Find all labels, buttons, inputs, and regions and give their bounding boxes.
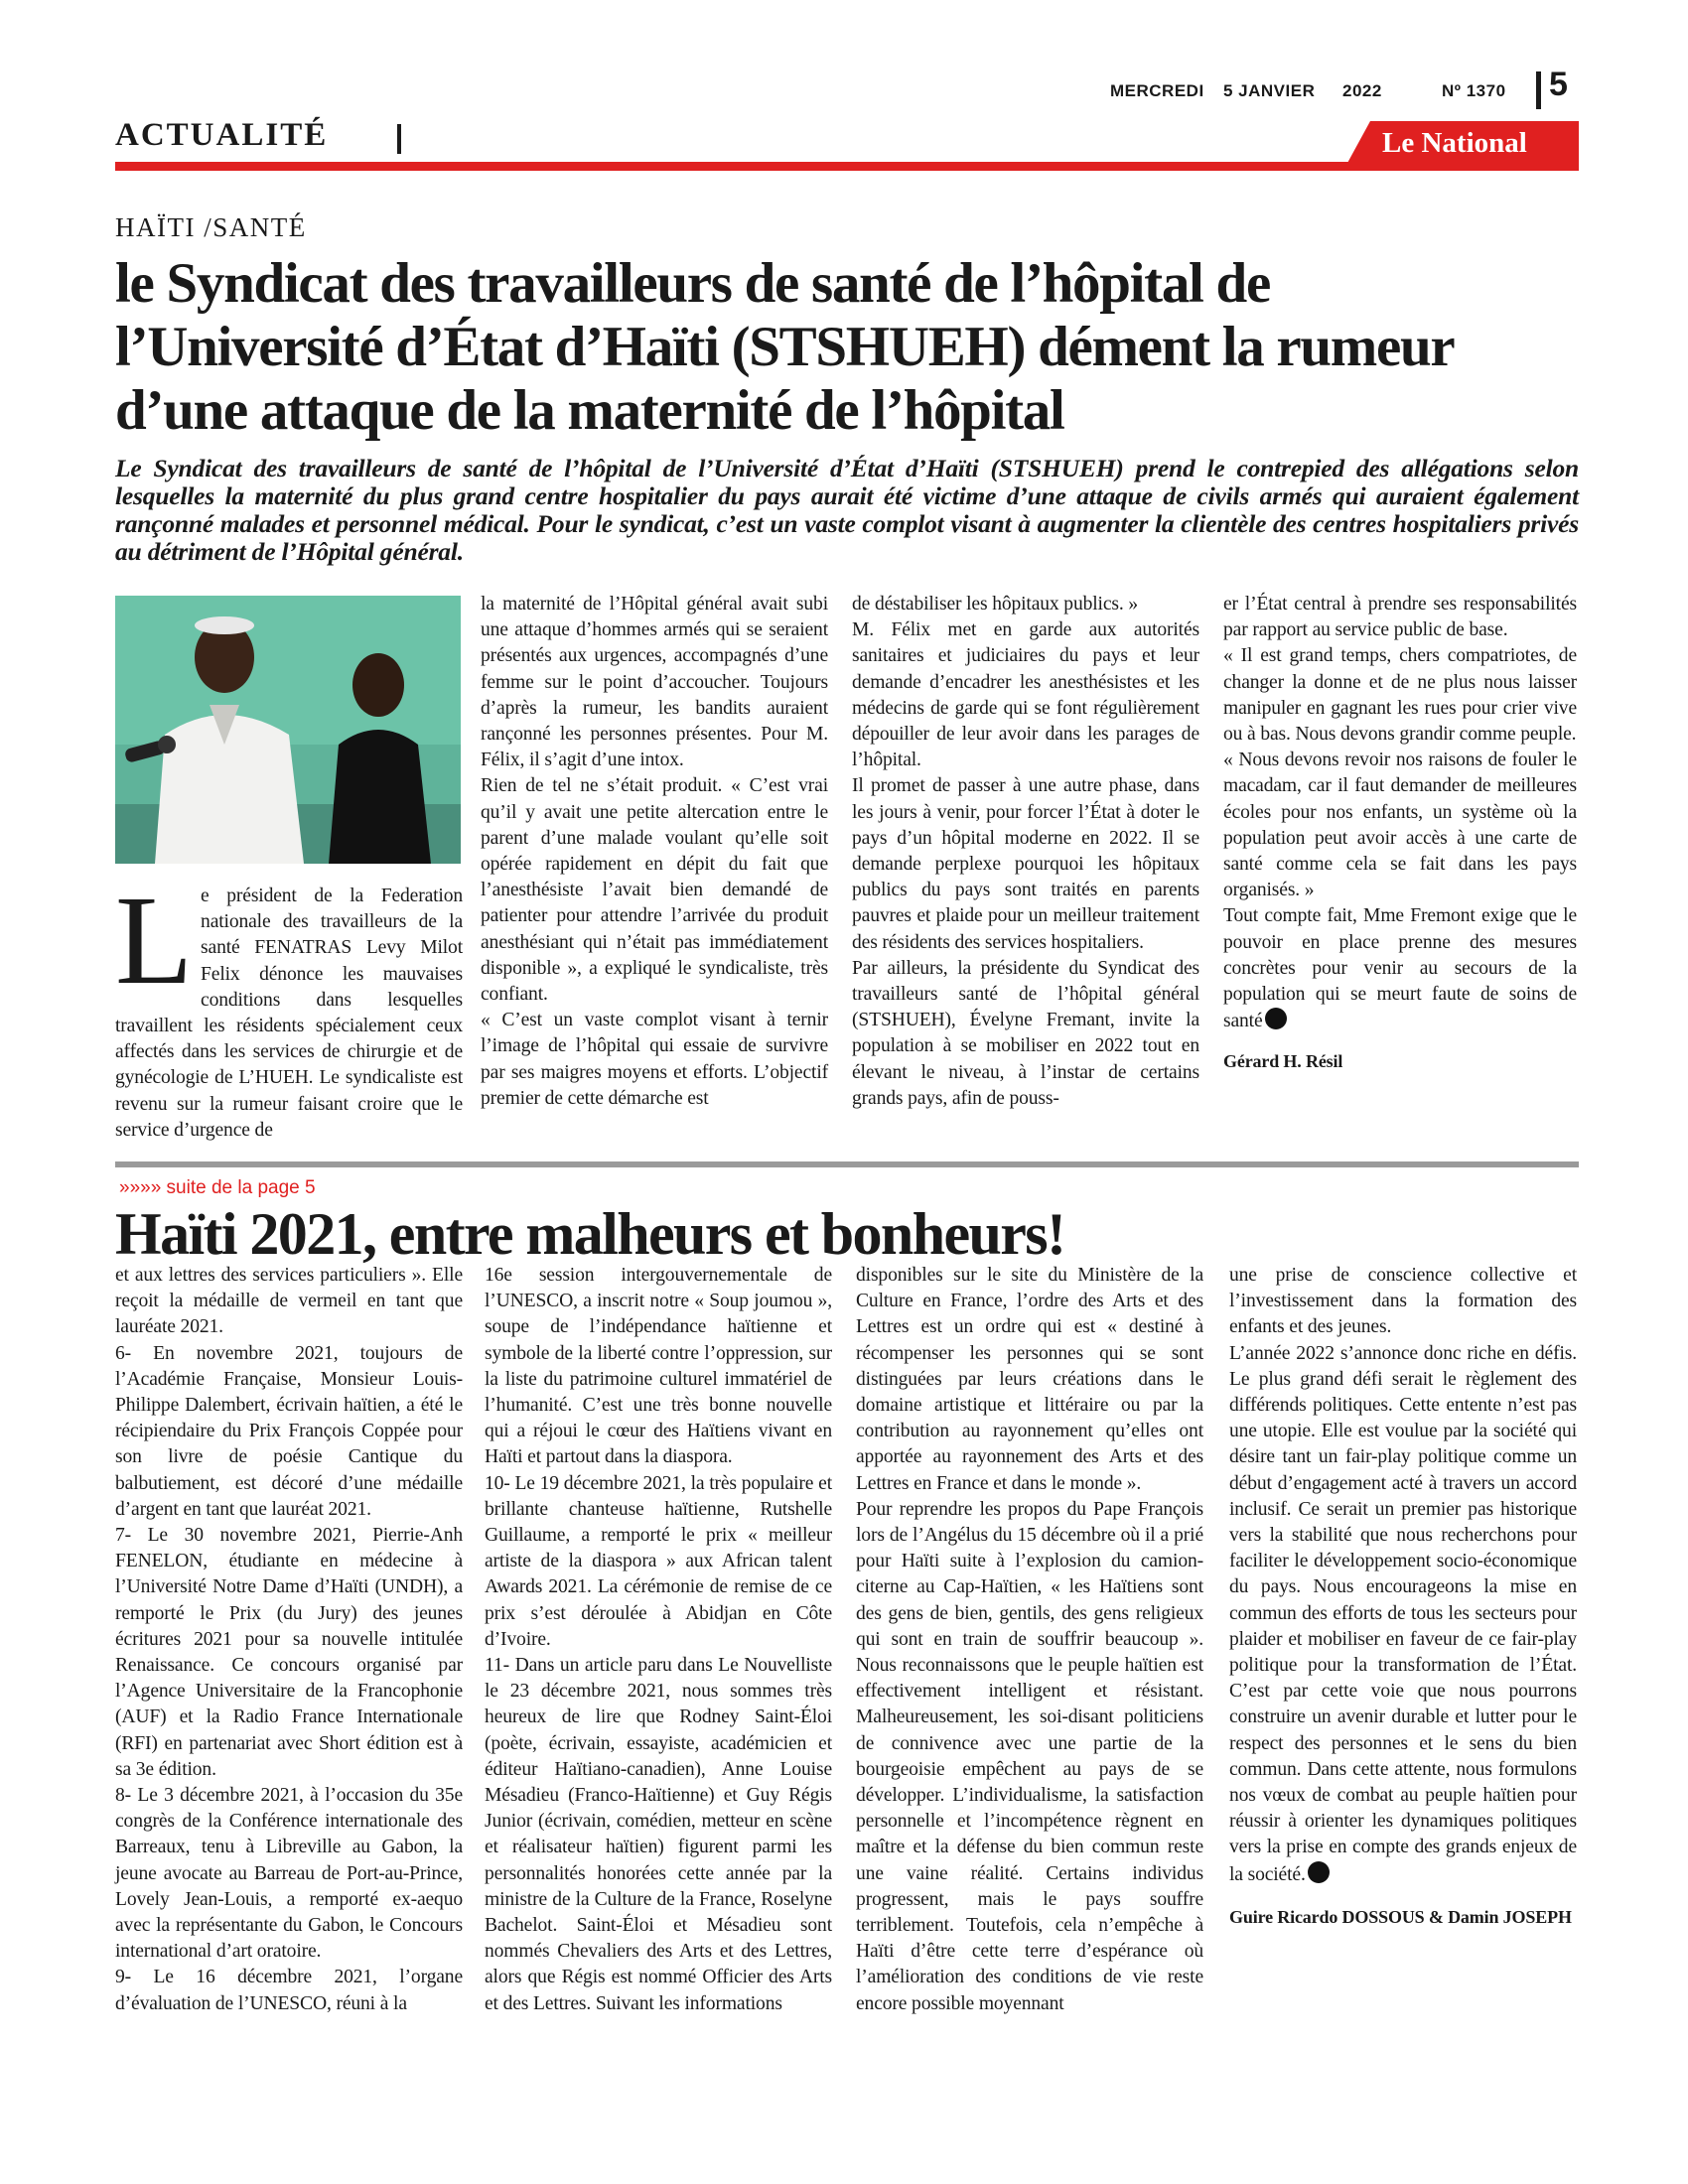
paragraph: M. Félix met en garde aux autorités sanitaires et judiciaires du pays et leur demande d’encadrer les anesthésistes et les médecins de garde qui se font régulièrement dépouiller de leur avoir dans les parages de l’hôpital. — [852, 619, 1199, 771]
photo-illustration — [115, 596, 461, 864]
paragraph: « Nous devons revoir nos raisons de fouler le macadam, car il faut demander de meilleures écoles pour nos enfants, un système où la population peut avoir accès à une carte de santé comme cela se fait dans les pays organisés. » — [1223, 750, 1577, 901]
section-label: ACTUALITÉ — [115, 117, 329, 153]
paragraph: 7- Le 30 novembre 2021, Pierrie-Anh FENELON, étudiante en médecine à l’Université Notre Dame d’Haïti (UNDH), a remporté le Prix (du Jury) des jeunes écritures 2021 pour sa nouvelle intitulée Renaissance. Ce concours organisé par l’Agence Universitaire de la Francophonie (AUF) et la Radio France Internationale (RFI) en partenariat avec Short édition est à sa 3e édition. — [115, 1525, 463, 1780]
paragraph: 11- Dans un article paru dans Le Nouvelliste le 23 décembre 2021, nous sommes très heureux de lire que Rodney Saint-Éloi (poète, écrivain, essayiste, académicien et éditeur Haïtiano-canadien), Anne Louise Mésadieu (Franco-Haïtienne) et Guy Régis Junior (écrivain, comédien, metteur en scène et réalisateur haïtien) figurent parmi les personnalités honorées cette année par la ministre de la Culture de la France, Roselyne Bachelot. Saint-Éloi et Mésadieu sont nommés Chevaliers des Arts et des Lettres, alors que Régis est nommé Officier des Arts et des Lettres. Suivant les informations — [485, 1655, 832, 2014]
article-separator — [115, 1161, 1579, 1167]
article1-kicker: HAÏTI /SANTÉ — [115, 212, 307, 242]
article2-column-2 — [485, 1263, 832, 2017]
article1-chapeau: Le Syndicat des travailleurs de santé de l’hôpital de l’Université d’État d’Haïti (STSHUEH) prend le contrepied des allégations selon lesquelles la maternité du plus grand centre hospitalier du pays aurait été victime d’une attaque de civils armés qui auraient également rançonné malades et personnel médical. Pour le syndicat, c’est un vaste complot visant à augmenter la clientèle des centres hospitaliers privés au détriment de l’Hôpital général. — [115, 454, 1579, 566]
article2-column-4 — [1229, 1263, 1577, 1930]
article1-signature: Gérard H. Résil — [1223, 1051, 1343, 1072]
page-number: 5 — [1549, 66, 1568, 103]
article1-column-4 — [1223, 592, 1577, 1075]
paragraph: Rien de tel ne s’était produit. « C’est vrai qu’il y avait une petite altercation entre le parent d’une malade voulant qu’elle soit opérée rapidement en dépit du fait que l’anesthésiste l’avait bien demandé de patienter pour attendre l’arrivée du produit anesthésiant qui n’était pas immédiatement disponible », a expliqué le syndicaliste, très confiant. — [481, 775, 828, 1006]
brand-name: Le National — [1382, 127, 1527, 159]
paragraph — [1223, 903, 1577, 1034]
article1-column-1 — [115, 870, 463, 1144]
article1-photo — [115, 596, 461, 864]
paragraph: de déstabiliser les hôpitaux publics. » — [852, 594, 1138, 614]
paragraph: une prise de conscience collective et l’investissement dans la formation des enfants et des jeunes. — [1229, 1265, 1577, 1338]
paragraph: e président de la Federation nationale des travailleurs de la santé FENATRAS Levy Milot Felix dénonce les mauvaises conditions dans lesquelles travaillent les résidents spécialement ceux affectés dans les services de chirurgie et de gynécologie de L’HUEH. Le syndicaliste est revenu sur la rumeur faisant croire que le service d’urgence de — [115, 886, 463, 1141]
paragraph: er l’État central à prendre ses responsabilités par rapport au service public de base. — [1223, 594, 1577, 641]
article2-headline: Haïti 2021, entre malheurs et bonheurs! — [115, 1201, 1065, 1267]
paragraph: 9- Le 16 décembre 2021, l’organe d’évaluation de l’UNESCO, réuni à la — [115, 1967, 463, 2014]
paragraph: « C’est un vaste complot visant à ternir l’image de l’hôpital qui essaie de survivre par ses maigres moyens et efforts. L’objectif premier de cette démarche est — [481, 1010, 828, 1109]
paragraph: Par ailleurs, la présidente du Syndicat des travailleurs santé de l’hôpital général (STSHUEH), Évelyne Fremant, invite la population à se mobiliser en 2022 tout en élevant le niveau, à l’instar de certains grands pays, afin de pouss- — [852, 957, 1199, 1109]
section-divider — [397, 124, 401, 154]
paragraph: 10- Le 19 décembre 2021, la très populaire et brillante chanteuse haïtienne, Rutshelle Guillaume, a remporté le prix « meilleur artiste de la diaspora » aux African talent Awards 2021. La cérémonie de remise de ce prix s’est déroulée à Abidjan en Côte d’Ivoire. — [485, 1472, 832, 1650]
paragraph: disponibles sur le site du Ministère de la Culture en France, l’ordre des Arts et des Lettres est un ordre qui est « destiné à récompenser les personnes qui se sont distinguées par leurs créations dans le domaine artistique et littéraire ou par la contribution au rayonnement qu’elles ont apportée au rayonnement des Arts et des Lettres en France et dans le monde ». — [856, 1265, 1203, 1494]
article2-signature: Guire Ricardo DOSSOUS & Damin JOSEPH — [1229, 1906, 1572, 1927]
article1-column-2 — [481, 592, 828, 1112]
paragraph-text: Tout compte fait, Mme Fremont exige que le pouvoir en place prenne des mesures concrètes pour venir au secours de la population qui se meurt faute de soins de santé — [1223, 905, 1577, 1032]
headline-line: l’Université d’État d’Haïti (STSHUEH) dément la rumeur — [115, 316, 1455, 378]
end-mark-icon — [1308, 1861, 1330, 1883]
header-day: MERCREDI — [1110, 81, 1204, 100]
header-date: 5 JANVIER — [1223, 81, 1316, 100]
header-issue: Nº 1370 — [1442, 81, 1506, 100]
paragraph: la maternité de l’Hôpital général avait subi une attaque d’hommes armés qui se seraient présentés aux urgences, accompagnés d’une femme sur le point d’accoucher. Toujours d’après la rumeur, les bandits auraient rançonné les personnes présentes. Pour M. Félix, il s’agit d’une intox. — [481, 594, 828, 771]
page-number-divider — [1536, 71, 1541, 109]
article2-column-1 — [115, 1263, 463, 2017]
continued-from-label: »»»» suite de la page 5 — [119, 1177, 316, 1198]
paragraph: « Il est grand temps, chers compatriotes, de changer la donne et de ne plus nous laisser manipuler en gagnant les rues pour crier vive ou à bas. Nous devons grandir comme peuple. — [1223, 645, 1577, 746]
end-mark-icon — [1265, 1008, 1287, 1029]
headline-line: le Syndicat des travailleurs de santé de l’hôpital de — [115, 252, 1270, 315]
article1-column-3 — [852, 592, 1199, 1112]
article1-headline — [115, 252, 1585, 443]
dropcap: L — [115, 870, 194, 1011]
article2-column-3 — [856, 1263, 1203, 2017]
headline-line: d’une attaque de la maternité de l’hôpital — [115, 379, 1064, 442]
header-rule — [115, 162, 1579, 171]
paragraph: Pour reprendre les propos du Pape François lors de l’Angélus du 15 décembre où il a prié pour Haïti suite à l’explosion du camion-citerne au Cap-Haïtien, « les Haïtiens sont des gens de bien, gentils, des gens religieux qui sont en train de souffrir beaucoup ». Nous reconnaissons que le peuple haïtien est effectivement intelligent et résistant. Malheureusement, les soi-disant politiciens de connivence avec une partie de la bourgeoisie empêchent au pays de se développer. L’individualisme, la satisfaction personnelle et l’incompétence règnent en maître et la défense du bien commun reste une vaine réalité. Certains individus progressent, mais le pays souffre terriblement. Toutefois, cela n’empêche à Haïti d’être cette terre d’espérance où l’amélioration des conditions de vie reste encore possible moyennant — [856, 1498, 1203, 2014]
header-year: 2022 — [1342, 81, 1382, 100]
paragraph — [1229, 1341, 1577, 1888]
paragraph-text: L’année 2022 s’annonce donc riche en défis. Le plus grand défi serait le règlement des différends politiques. Cette entente n’est pas une utopie. Elle est voulue par la société qui désire tant un fair-play politique comme un début d’engagement acté à travers un accord inclusif. Ce serait un premier pas historique vers la stabilité que nous recherchons pour faciliter le développement socio-économique du pays. Nous encourageons la mise en commun des efforts de tous les secteurs pour plaider et mobiliser en faveur de ce fair-play politique pour la transformation de l’État. C’est par cette voie que nous pourrons construire un avenir durable et lutter pour le respect des personnes et le sens du bien commun. Dans cette attente, nous formulons nos vœux de combat au peuple haïtien pour réussir à orienter les dynamiques politiques vers la prise en compte des grands enjeux de la société. — [1229, 1342, 1577, 1885]
paragraph: Il promet de passer à une autre phase, dans les jours à venir, pour forcer l’État à doter le pays d’un hôpital moderne en 2022. Il se demande perplexe pourquoi les hôpitaux publics du pays sont traités en parents pauvres et plaide pour un meilleur traitement des résidents des services hospitaliers. — [852, 775, 1199, 953]
paragraph: et aux lettres des services particuliers ». Elle reçoit la médaille de vermeil en tant que lauréate 2021. — [115, 1265, 463, 1338]
paragraph: 16e session intergouvernementale de l’UNESCO, a inscrit notre « Soup joumou », soupe de l’indépendance haïtienne et symbole de la liberté contre l’oppression, sur la liste du patrimoine culturel immatériel de l’humanité. C’est une très bonne nouvelle qui a réjoui le cœur des Haïtiens vivant en Haïti et partout dans la diaspora. — [485, 1265, 832, 1468]
paragraph: 6- En novembre 2021, toujours de l’Académie Française, Monsieur Louis-Philippe Dalembert, écrivain haïtien, a été le récipiendaire du Prix François Coppée pour son livre de poésie Cantique du balbutiement, est décoré d’une médaille d’argent en tant que lauréat 2021. — [115, 1342, 463, 1520]
paragraph: 8- Le 3 décembre 2021, à l’occasion du 35e congrès de la Conférence internationale des Barreaux, tenu à Libreville au Gabon, la jeune avocate au Barreau de Port-au-Prince, Lovely Jean-Louis, a remporté ex-aequo avec la représentante du Gabon, le Concours international d’art oratoire. — [115, 1785, 463, 1963]
